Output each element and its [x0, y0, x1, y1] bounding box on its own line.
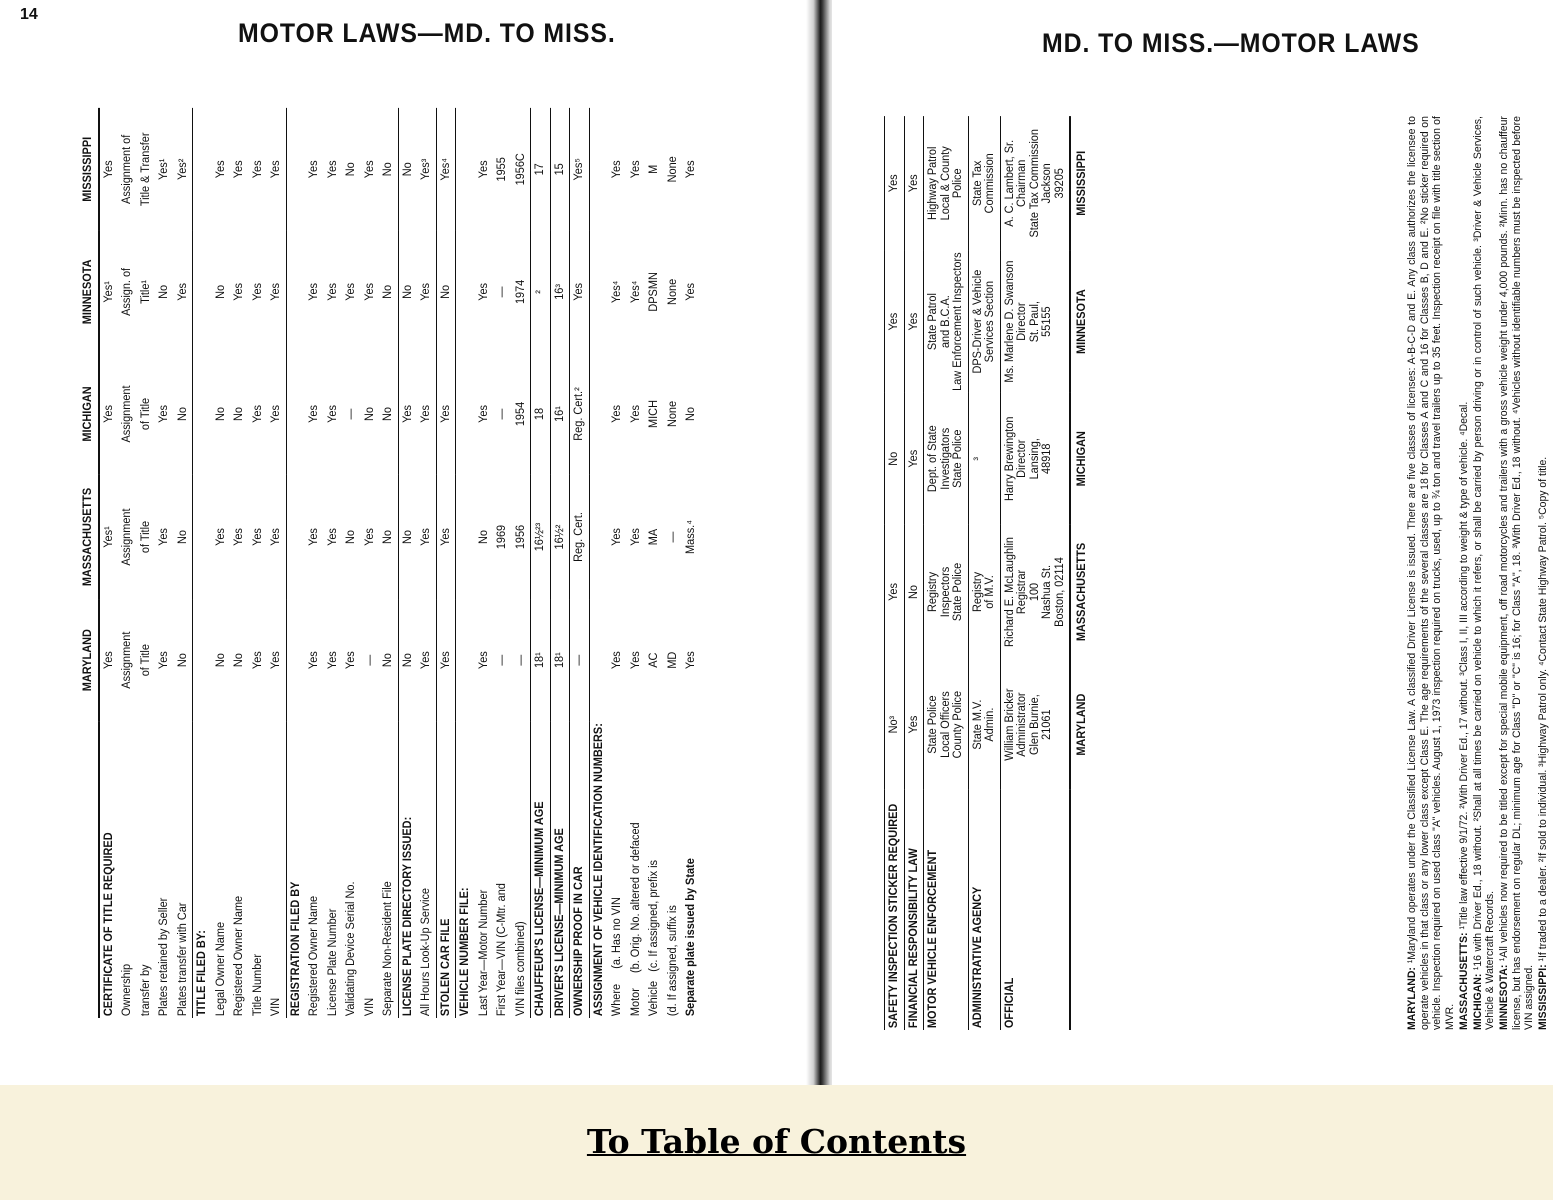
- cell-value: None: [666, 156, 679, 183]
- cell-value: A. C. Lambert, Sr. Chairman State Tax Commission Jackson 39205: [1000, 116, 1070, 250]
- cell-value: 16¹: [550, 353, 570, 475]
- cell-value: —: [496, 408, 508, 420]
- table-row: [475, 108, 494, 1018]
- cell-value: Yes: [158, 651, 170, 670]
- cell-value: Yes: [685, 282, 697, 301]
- cell-value: No: [398, 108, 417, 231]
- table-row: [456, 108, 475, 1018]
- table-row: [212, 108, 231, 1018]
- table-row: [1000, 116, 1070, 1030]
- footnotes: [1406, 116, 1551, 1030]
- row-label: transfer by: [139, 964, 152, 1017]
- cell-value: of Title: [139, 520, 152, 554]
- cell-value: Yes: [420, 528, 432, 546]
- cell-value: Yes: [904, 250, 924, 392]
- row-label: Separate plate issued by State: [685, 858, 697, 1017]
- table-row: [968, 116, 1000, 1030]
- footnote-mississippi: [1537, 116, 1550, 1030]
- cell-value: Yes: [158, 528, 170, 546]
- cell-value: Harry Brewington Director Lansing, 48918: [1000, 393, 1070, 525]
- column-footer-row: [1070, 116, 1092, 1030]
- footer-corner: [1070, 790, 1092, 1030]
- cell-value: No: [436, 231, 456, 353]
- table-row: [436, 108, 456, 1018]
- cell-value: Yes: [270, 160, 282, 179]
- cell-value: Yes: [99, 353, 119, 475]
- cell-value: Yes: [345, 651, 357, 670]
- row-label: TITLE FILED BY:: [193, 721, 212, 1018]
- cell-value: ³: [968, 393, 1000, 525]
- column-header-massachusetts: MASSACHUSETTS: [78, 475, 99, 599]
- cell-value: State M.V. Admin.: [968, 659, 1000, 790]
- cell-value: —: [496, 286, 508, 298]
- cell-value: Registry Inspectors State Police: [924, 525, 969, 659]
- cell-value: of Title: [139, 644, 152, 677]
- cell-value: Mass.⁴: [685, 520, 697, 554]
- cell-value: Yes: [233, 282, 245, 301]
- table-row: [550, 108, 570, 1018]
- row-label: Validating Device Serial No.: [345, 881, 357, 1017]
- cell-value: Yes: [611, 651, 623, 670]
- cell-value: Yes: [363, 528, 376, 546]
- table-row: [493, 108, 512, 1018]
- toc-link-bar: [0, 1122, 1553, 1161]
- table-row: [230, 108, 249, 1018]
- cell-value: Highway Patrol Local & County Police: [924, 116, 969, 250]
- cell-value: [456, 231, 475, 353]
- row-label: STOLEN CAR FILE: [436, 721, 456, 1018]
- cell-value: [589, 108, 608, 231]
- table-row: [118, 108, 137, 1018]
- footnote-text: ¹If traded to a dealer. ²If sold to individual. ³Highway Patrol only. ⁴Contact State Highway Patrol. ⁵Copy of title.: [1537, 456, 1550, 962]
- cell-value: AC: [648, 652, 660, 668]
- footnote-text: ¹All vehicles now required to be titled except for special mobile equipment, off road motorcycles and trailers with a gross vehicle weight under 4,000 pounds. ²Minn. has no chauffeur license, but has endorsement on regular DL; minimum age for Class "D" or "C" is 16; for Class "A", 18. ³With Driver Ed., 18 without. ⁴Vehicles without identifiable numbers must be inspected before VIN assigned.: [1497, 116, 1536, 1030]
- cell-value: [456, 599, 475, 721]
- cell-value: No: [685, 407, 697, 421]
- cell-value: Yes: [308, 160, 320, 179]
- cell-value: Reg. Cert.²: [570, 353, 590, 475]
- cell-value: Assignment: [121, 508, 133, 566]
- cell-value: None: [666, 400, 679, 428]
- row-label: (d. If assigned, suffix is: [666, 905, 679, 1017]
- column-header-minnesota: MINNESOTA: [78, 231, 99, 353]
- cell-value: No: [233, 407, 245, 421]
- table-row: [267, 108, 286, 1018]
- cell-value: Yes: [326, 528, 339, 546]
- cell-value: Title¹: [139, 279, 152, 304]
- corner-header: [78, 721, 99, 1018]
- row-label: VIN: [363, 997, 376, 1017]
- table-of-contents-link[interactable]: To Table of Contents: [586, 1122, 967, 1161]
- cell-value: [193, 475, 212, 599]
- row-label: Plates transfer with Car: [176, 902, 189, 1017]
- cell-value: Title & Transfer: [139, 132, 152, 207]
- row-label: MOTOR VEHICLE ENFORCEMENT: [924, 790, 969, 1030]
- cell-value: Yes: [326, 651, 339, 670]
- table-row: [589, 108, 608, 1018]
- row-label: OWNERSHIP PROOF IN CAR: [570, 721, 590, 1018]
- cell-value: —: [363, 654, 376, 666]
- cell-value: Yes: [885, 250, 905, 392]
- cell-value: No: [382, 407, 394, 421]
- footnote-state: MARYLAND:: [1406, 967, 1418, 1030]
- table-row: [155, 108, 174, 1018]
- cell-value: Yes: [270, 528, 282, 546]
- cell-value: [286, 599, 305, 721]
- cell-value: 18¹: [550, 599, 570, 721]
- cell-value: —: [514, 654, 527, 666]
- cell-value: Yes: [685, 160, 697, 179]
- cell-value: Yes: [326, 282, 339, 301]
- footnote-text: ¹Title law effective 9/1/72. ²With Driver Ed., 17 without. ³Class I, II, III according to weight & type of vehicle. ⁴Decal.: [1457, 401, 1470, 930]
- cell-value: Yes: [270, 405, 282, 423]
- row-label: SAFETY INSPECTION STICKER REQUIRED: [885, 790, 905, 1030]
- row-label: First Year—VIN (C-Mtr. and: [496, 883, 508, 1017]
- footnote-state: MINNESOTA:: [1497, 964, 1510, 1030]
- cell-value: ²: [531, 231, 551, 353]
- cell-value: Yes: [233, 160, 245, 179]
- cell-value: Yes⁴: [629, 280, 642, 304]
- table-row: [570, 108, 590, 1018]
- row-label: Registered Owner Name: [233, 895, 245, 1017]
- table-row: [193, 108, 212, 1018]
- cell-value: No: [176, 653, 189, 668]
- row-label: All Hours Look-Up Service: [420, 887, 432, 1017]
- left-rotated-table-wrap: [78, 60, 800, 1018]
- row-label: FINANCIAL RESPONSIBILITY LAW: [904, 790, 924, 1030]
- cell-value: Yes: [214, 528, 227, 546]
- cell-value: No: [398, 475, 417, 599]
- row-label: VIN: [270, 997, 282, 1017]
- table-row: [664, 108, 683, 1018]
- cell-value: Yes: [611, 160, 623, 179]
- footnote-state: MISSISSIPPI:: [1537, 964, 1550, 1030]
- row-label: DRIVER'S LICENSE—MINIMUM AGE: [550, 721, 570, 1018]
- page-number: 14: [20, 6, 38, 23]
- cell-value: 16³: [550, 231, 570, 353]
- cell-value: [589, 353, 608, 475]
- cell-value: No: [345, 162, 357, 177]
- cell-value: Yes: [904, 116, 924, 250]
- table-row: [627, 108, 646, 1018]
- row-label: VIN files combined): [514, 921, 527, 1017]
- cell-value: Yes: [420, 405, 432, 423]
- row-label: Ownership: [121, 963, 133, 1017]
- cell-value: No: [382, 162, 394, 177]
- cell-value: 17: [531, 108, 551, 231]
- cell-value: No³: [885, 659, 905, 790]
- cell-value: [286, 231, 305, 353]
- cell-value: Yes: [363, 160, 376, 179]
- cell-value: 1974: [514, 279, 527, 305]
- footnote-minnesota: [1498, 116, 1536, 1030]
- table-row: [885, 116, 905, 1030]
- footnote-state: MICHIGAN:: [1471, 973, 1484, 1030]
- row-label: Plates retained by Seller: [158, 897, 170, 1017]
- table-row: [286, 108, 305, 1018]
- cell-value: [286, 353, 305, 475]
- cell-value: Yes: [270, 651, 282, 670]
- cell-value: 1956: [514, 524, 527, 550]
- row-label: LICENSE PLATE DIRECTORY ISSUED:: [398, 721, 417, 1018]
- cell-value: Yes: [251, 160, 264, 179]
- cell-value: —: [496, 654, 508, 666]
- cell-value: 16½²³: [531, 475, 551, 599]
- cell-value: Yes: [99, 108, 119, 231]
- cell-value: State Police Local Officers County Police: [924, 659, 969, 790]
- cell-value: Yes: [251, 651, 264, 670]
- cell-value: [456, 353, 475, 475]
- row-label: Separate Non-Resident File: [382, 881, 394, 1017]
- footnote-michigan: [1472, 116, 1497, 1030]
- table-row: [174, 108, 193, 1018]
- column-footer-minnesota: MINNESOTA: [1070, 250, 1092, 392]
- column-footer-massachusetts: MASSACHUSETTS: [1070, 525, 1092, 659]
- cell-value: No: [382, 530, 394, 544]
- cell-value: Yes: [345, 282, 357, 301]
- cell-value: [286, 475, 305, 599]
- cell-value: Yes: [629, 405, 642, 423]
- column-header-michigan: MICHIGAN: [78, 353, 99, 475]
- cell-value: No: [904, 525, 924, 659]
- cell-value: 1969: [496, 524, 508, 550]
- cell-value: No: [382, 284, 394, 299]
- cell-value: Yes: [251, 282, 264, 301]
- cell-value: Yes: [420, 651, 432, 670]
- cell-value: MICH: [648, 400, 660, 428]
- cell-value: Yes: [251, 528, 264, 546]
- cell-value: Yes: [629, 160, 642, 179]
- column-header-mississippi: MISSISSIPPI: [78, 108, 99, 231]
- cell-value: Assignment: [121, 631, 133, 689]
- cell-value: William Bricker Administrator Glen Burnie, 21061: [1000, 659, 1070, 790]
- cell-value: State Patrol and B.C.A. Law Enforcement Inspectors: [924, 250, 969, 392]
- cell-value: of Title: [139, 397, 152, 431]
- cell-value: 1956C: [514, 153, 527, 186]
- cell-value: DPSMN: [648, 272, 660, 312]
- left-page: [0, 0, 812, 1085]
- cell-value: 1955: [496, 157, 508, 182]
- cell-value: Yes⁴: [436, 108, 456, 231]
- cell-value: No: [398, 231, 417, 353]
- cell-value: No: [214, 284, 227, 299]
- cell-value: Yes: [904, 393, 924, 525]
- cell-value: Yes⁴: [611, 280, 623, 304]
- cell-value: Registry of M.V.: [968, 525, 1000, 659]
- cell-value: Yes: [308, 651, 320, 670]
- cell-value: Yes: [158, 405, 170, 423]
- cell-value: [589, 231, 608, 353]
- cell-value: Yes: [570, 231, 590, 353]
- cell-value: DPS-Driver & Vehicle Services Section: [968, 250, 1000, 392]
- cell-value: 16½²: [550, 475, 570, 599]
- cell-value: Yes²: [176, 158, 189, 181]
- cell-value: Yes: [326, 405, 339, 423]
- cell-value: Yes: [308, 405, 320, 423]
- table-row: [417, 108, 436, 1018]
- cell-value: Yes: [477, 160, 490, 179]
- cell-value: Ms. Marlene D. Swanson Director St. Paul, 55155: [1000, 250, 1070, 392]
- table-row: [361, 108, 380, 1018]
- cell-value: No: [363, 407, 376, 421]
- row-label: Registered Owner Name: [308, 895, 320, 1017]
- cell-value: No: [477, 530, 490, 544]
- cell-value: [589, 475, 608, 599]
- cell-value: Yes: [611, 405, 623, 423]
- cell-value: State Tax Commission: [968, 116, 1000, 250]
- cell-value: 15: [550, 108, 570, 231]
- left-running-head: MOTOR LAWS—MD. TO MISS.: [238, 18, 616, 48]
- table-row: [608, 108, 627, 1018]
- column-footer-mississippi: MISSISSIPPI: [1070, 116, 1092, 250]
- table-row: [645, 108, 664, 1018]
- row-label: Title Number: [251, 953, 264, 1017]
- cell-value: 18: [531, 353, 551, 475]
- cell-value: [193, 353, 212, 475]
- cell-value: None: [666, 278, 679, 305]
- table-row: [99, 108, 119, 1018]
- row-label: Last Year—Motor Number: [477, 889, 490, 1017]
- cell-value: Reg. Cert.: [570, 475, 590, 599]
- row-label: License Plate Number: [326, 908, 339, 1017]
- row-label: Legal Owner Name: [214, 921, 227, 1017]
- cell-value: Yes: [176, 282, 189, 301]
- cell-value: Yes: [270, 282, 282, 301]
- cell-value: —: [345, 408, 357, 420]
- cell-value: Dept. of State Investigators State Police: [924, 393, 969, 525]
- column-footer-michigan: MICHIGAN: [1070, 393, 1092, 525]
- cell-value: Yes: [885, 116, 905, 250]
- cell-value: Yes¹: [99, 475, 119, 599]
- cell-value: [193, 108, 212, 231]
- cell-value: No: [214, 653, 227, 668]
- cell-value: MA: [648, 528, 660, 546]
- cell-value: Yes¹: [99, 231, 119, 353]
- cell-value: Yes: [398, 353, 417, 475]
- cell-value: Yes⁵: [570, 108, 590, 231]
- table-row: [137, 108, 156, 1018]
- cell-value: No: [214, 407, 227, 421]
- cell-value: Richard E. McLaughlin Registrar 100 Nashua St. Boston, 02114: [1000, 525, 1070, 659]
- cell-value: Assignment of: [121, 134, 133, 204]
- footnote-maryland: [1406, 116, 1457, 1030]
- row-label: CERTIFICATE OF TITLE REQUIRED: [99, 721, 119, 1018]
- table-row: [682, 108, 701, 1018]
- row-label: ADMINISTRATIVE AGENCY: [968, 790, 1000, 1030]
- cell-value: No: [398, 599, 417, 721]
- table-row: [512, 108, 531, 1018]
- cell-value: No: [176, 530, 189, 544]
- cell-value: Yes³: [420, 158, 432, 181]
- cell-value: Assignment: [121, 385, 133, 443]
- cell-value: —: [570, 599, 590, 721]
- row-label: REGISTRATION FILED BY: [286, 721, 305, 1018]
- cell-value: Yes: [629, 651, 642, 670]
- table-row: [249, 108, 268, 1018]
- cell-value: No: [233, 653, 245, 668]
- row-label: Motor (b. Orig. No. altered or defaced: [629, 822, 642, 1017]
- row-label: CHAUFFEUR'S LICENSE—MINIMUM AGE: [531, 721, 551, 1018]
- row-label: Vehicle (c. If assigned, prefix is: [648, 860, 660, 1017]
- cell-value: Yes: [629, 528, 642, 546]
- cell-value: Yes: [326, 160, 339, 179]
- footnotes-wrap: [1406, 68, 1550, 1030]
- cell-value: Yes: [308, 528, 320, 546]
- table-row: [324, 108, 343, 1018]
- cell-value: —: [666, 531, 679, 543]
- cell-value: Yes: [904, 659, 924, 790]
- cell-value: Yes: [436, 599, 456, 721]
- cell-value: Yes: [308, 282, 320, 301]
- cell-value: Yes: [477, 651, 490, 670]
- motor-laws-table-left: [78, 108, 701, 1018]
- right-page: [832, 0, 1553, 1085]
- footnote-state: MASSACHUSETTS:: [1457, 932, 1470, 1030]
- cell-value: Yes: [214, 160, 227, 179]
- cell-value: Yes: [251, 405, 264, 423]
- table-row: [342, 108, 361, 1018]
- column-header-maryland: MARYLAND: [78, 599, 99, 721]
- row-label: VEHICLE NUMBER FILE:: [456, 721, 475, 1018]
- cell-value: 18¹: [531, 599, 551, 721]
- cell-value: [193, 231, 212, 353]
- cell-value: [456, 108, 475, 231]
- cell-value: Yes: [436, 353, 456, 475]
- cell-value: Yes: [477, 282, 490, 301]
- right-running-head: MD. TO MISS.—MOTOR LAWS: [1042, 28, 1420, 58]
- table-row: [531, 108, 551, 1018]
- cell-value: [456, 475, 475, 599]
- cell-value: No: [345, 530, 357, 544]
- row-label: OFFICIAL: [1000, 790, 1070, 1030]
- cell-value: M: [648, 164, 660, 174]
- cell-value: Yes: [685, 651, 697, 670]
- cell-value: No: [885, 393, 905, 525]
- cell-value: Yes: [885, 525, 905, 659]
- cell-value: 1954: [514, 401, 527, 427]
- cell-value: [286, 108, 305, 231]
- column-footer-maryland: MARYLAND: [1070, 659, 1092, 790]
- cell-value: Yes: [477, 405, 490, 423]
- cell-value: Yes: [420, 282, 432, 301]
- cell-value: Yes: [233, 528, 245, 546]
- cell-value: Yes: [436, 475, 456, 599]
- cell-value: MD: [666, 651, 679, 669]
- row-label: ASSIGNMENT OF VEHICLE IDENTIFICATION NUMBERS:: [589, 721, 608, 1018]
- footnote-massachusetts: [1458, 116, 1471, 1030]
- table-row: [305, 108, 324, 1018]
- row-label: Where (a. Has no VIN: [611, 897, 623, 1017]
- table-row: [904, 116, 924, 1030]
- cell-value: Assign. of: [121, 267, 133, 316]
- footnote-text: ¹16 with Driver Ed., 18 without. ²Shall at all times be carried on vehicle to which it refers, or shall be carried by person driving or in control of such vehicle. ³Driver & Vehicle Services, Vehicle & Watercraft Records.: [1471, 116, 1497, 1030]
- cell-value: Yes¹: [158, 158, 170, 181]
- cell-value: Yes: [99, 599, 119, 721]
- cell-value: No: [176, 407, 189, 421]
- table-row: [398, 108, 417, 1018]
- cell-value: [589, 599, 608, 721]
- cell-value: Yes: [363, 282, 376, 301]
- motor-laws-table-right: [884, 116, 1092, 1030]
- table-row: [924, 116, 969, 1030]
- cell-value: No: [158, 284, 170, 299]
- footnote-text: ¹Maryland operates under the Classified License Law. A classified Driver License is issued. There are five classes of licenses: A-B-C-D and E. Any class authorizes the licensee to operate vehicles in that class or any lower class except Class E. The age requirements of the several classes are 18 for Classes A and C and 16 for Classes B, D and E. ²No sticker required on vehicle. Inspection required on used class "A" vehicles. August 1, 1973 inspection required on trucks, used, up to ¾ ton and travel trailers up to 35 feet. Inspection receipt on file with title section of MVR.: [1406, 116, 1457, 1030]
- table-row: [379, 108, 398, 1018]
- cell-value: [193, 599, 212, 721]
- cell-value: No: [382, 653, 394, 668]
- cell-value: Yes: [611, 528, 623, 546]
